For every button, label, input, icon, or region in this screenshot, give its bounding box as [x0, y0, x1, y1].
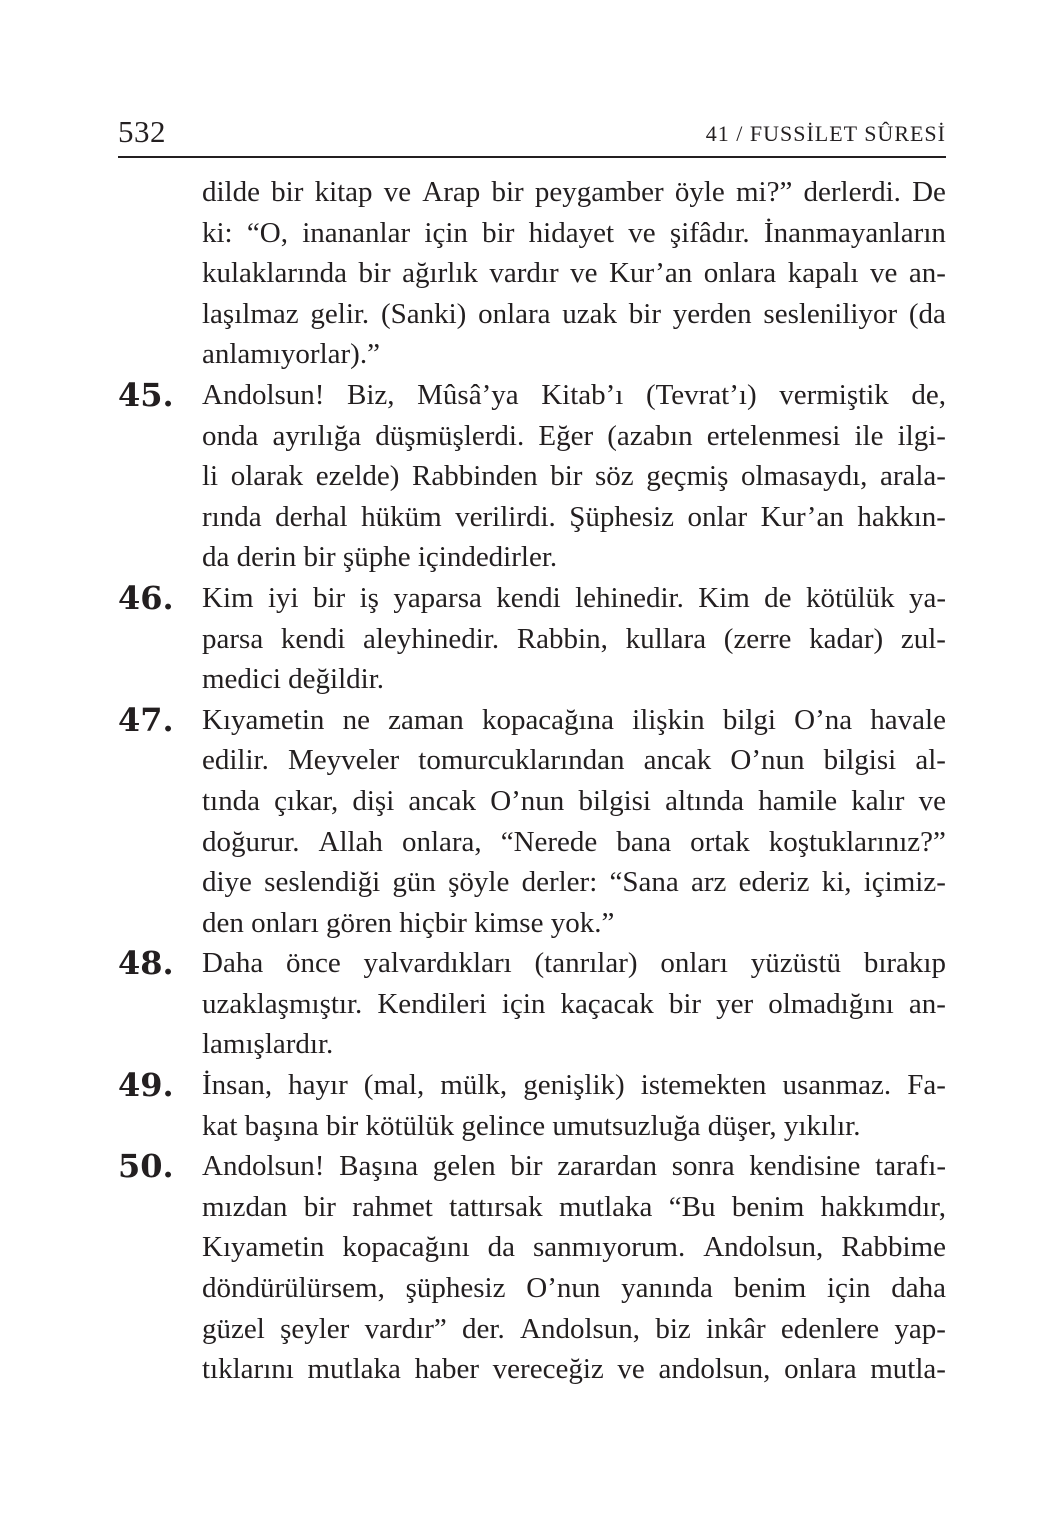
word: iyi [267, 581, 299, 614]
word: öyle [674, 176, 725, 208]
word: kaçacak [560, 987, 654, 1020]
text-line [202, 1227, 946, 1268]
word: mutlaka [307, 1353, 401, 1386]
word: sonra [671, 1150, 735, 1183]
word: ve [628, 216, 656, 249]
word: Eğer [538, 419, 594, 452]
word: Kıyametin [202, 703, 325, 736]
word: sesleniliyor [763, 297, 898, 330]
word: ve [870, 257, 898, 290]
verse-46 [118, 578, 946, 700]
word: da [487, 1231, 515, 1264]
verse-48 [118, 943, 946, 1065]
text-line [202, 700, 946, 741]
word: Andolsun! [202, 1150, 325, 1183]
word: altında [665, 784, 745, 817]
text-line [202, 619, 946, 660]
word: laşılmaz [202, 297, 299, 330]
word: dilde [202, 176, 260, 208]
word: bir [510, 1150, 543, 1183]
text-line [202, 253, 946, 294]
word: dişi [352, 784, 395, 817]
word: “Nerede [500, 825, 598, 858]
word: Andolsun, [520, 1312, 641, 1345]
word: Biz, [347, 378, 395, 411]
text-line: kat başına bir kötülük gelince umutsuzluğa düşer, yıkılır. [202, 1109, 861, 1142]
word: rında [202, 500, 262, 533]
word: parsa [202, 622, 264, 655]
word: ilgi- [897, 419, 946, 452]
word: kullara [625, 622, 707, 655]
word: O’nun [526, 1272, 601, 1305]
word: inananlar [302, 216, 411, 249]
word: Mûsâ’ya [417, 378, 519, 411]
verse-number: 47. [118, 700, 174, 739]
word: hamile [758, 784, 838, 817]
word: ayrılığa [272, 419, 362, 452]
word: bir [628, 297, 661, 330]
word: önce [285, 947, 341, 980]
word: ve [617, 1353, 645, 1386]
text-line [202, 1146, 946, 1187]
word: kopacağını [342, 1231, 470, 1264]
word: derhal [275, 500, 348, 533]
word: bir [312, 581, 346, 614]
page-header [118, 112, 946, 158]
text-line [202, 740, 946, 781]
word: İnsan, [202, 1069, 273, 1102]
word: bir [550, 460, 583, 493]
verse-number: 48. [118, 944, 174, 983]
word: kadar) [809, 622, 884, 655]
word: Fa- [907, 1069, 946, 1102]
word: tında [202, 784, 260, 817]
word: Andolsun! [202, 378, 325, 411]
word: uzaklaşmıştır. [202, 987, 363, 1020]
word: verilirdi. [455, 500, 556, 533]
text-line [202, 1065, 946, 1106]
word: ancak [643, 744, 712, 777]
word: ortak [690, 825, 750, 858]
word: onlara [478, 297, 551, 330]
word: edilir. [202, 744, 269, 777]
word: ile [854, 419, 884, 452]
word: (Tevrat’ı) [645, 378, 757, 411]
word: vermiştik [779, 378, 889, 411]
word: (Sanki) [380, 297, 467, 330]
word: zul- [900, 622, 946, 655]
word: kulaklarında [202, 257, 347, 290]
word: Kendileri [377, 987, 487, 1020]
word: Andolsun, [703, 1231, 824, 1264]
word: (tanrılar) [534, 947, 638, 980]
word: mi?” [735, 176, 793, 208]
word: gelir. [310, 297, 370, 330]
word: kendi [280, 622, 346, 655]
word: hidayet [528, 216, 614, 249]
word: de, [911, 378, 946, 411]
word: “O, [246, 216, 288, 249]
text-line [202, 781, 946, 822]
word: yap- [894, 1312, 946, 1345]
word: onda [202, 419, 259, 452]
word: yanında [621, 1272, 713, 1305]
text-line: den onları gören hiçbir kimse yok.” [202, 906, 615, 939]
word: de [764, 581, 792, 614]
word: tomurcuklarından [418, 744, 625, 777]
text-line [202, 822, 946, 863]
word: onlara [703, 257, 777, 290]
word: rahmet [352, 1190, 433, 1223]
word: ilişkin [632, 703, 705, 736]
word: ne [342, 703, 370, 736]
word: De [912, 176, 946, 208]
text-line [202, 984, 946, 1025]
word: an- [908, 987, 946, 1020]
text-line [202, 943, 946, 984]
word: olmadığını [768, 987, 894, 1020]
word: kötülük [805, 581, 895, 614]
word: Daha [202, 947, 264, 980]
word: ki: [202, 216, 233, 249]
text-line [202, 1187, 946, 1228]
word: söz [594, 460, 634, 493]
word: geçmiş [646, 460, 729, 493]
word: yaparsa [393, 581, 482, 614]
word: bana [616, 825, 672, 858]
word: uzak [562, 297, 618, 330]
word: Allah [318, 825, 383, 858]
word: istemekten [640, 1069, 767, 1102]
word: kendisine [749, 1150, 861, 1183]
word: al- [915, 744, 946, 777]
text-line [202, 578, 946, 619]
word: ki, [821, 866, 852, 899]
word: döndürülürsem, [202, 1272, 385, 1305]
word: daha [891, 1272, 946, 1305]
word: zaman [388, 703, 464, 736]
word: onları [660, 947, 728, 980]
word: onlara [784, 1353, 857, 1386]
word: şöyle [448, 866, 510, 899]
word: koştuklarınız?” [768, 825, 946, 858]
word: şüphesiz [405, 1272, 506, 1305]
word: vereceğiz [492, 1353, 604, 1386]
word: bilgi [722, 703, 776, 736]
word: düşmüşlerdi. [375, 419, 525, 452]
word: onlara, [401, 825, 482, 858]
word: kalır [851, 784, 905, 817]
word: kitap [314, 176, 373, 208]
word: edenlere [780, 1312, 880, 1345]
verse-number: 46. [118, 578, 174, 617]
word: inkâr [706, 1312, 766, 1345]
word: bir [271, 176, 304, 208]
text-line [202, 456, 946, 497]
word: İnanmayanların [763, 216, 946, 249]
word: mülk, [440, 1069, 508, 1102]
word: tarafı- [875, 1150, 946, 1183]
word: Kim [202, 581, 254, 614]
text-line [202, 416, 946, 457]
word: Kur’an [609, 257, 693, 290]
word: hakkımdır, [820, 1190, 946, 1223]
word: doğurur. [202, 825, 300, 858]
word: diye [202, 866, 252, 899]
word: bir [482, 216, 515, 249]
word: bir [491, 176, 524, 208]
word: için [501, 987, 546, 1020]
text-line: da derin bir şüphe içindedirler. [202, 541, 558, 574]
word: Arap [422, 176, 481, 208]
text-line: anlamıyorlar).” [202, 338, 380, 371]
word: şifâdır. [669, 216, 750, 249]
word: hayır [288, 1069, 348, 1102]
word: arz [690, 866, 727, 899]
word: haber [414, 1353, 479, 1386]
text-line [202, 1309, 946, 1350]
word: içimiz- [863, 866, 946, 899]
word: yer [716, 987, 754, 1020]
text-line [202, 862, 946, 903]
word: Kur’an [760, 500, 844, 533]
word: bilgisi [578, 784, 651, 817]
word: ezelde) [315, 460, 400, 493]
text-line: medici değildir. [202, 663, 385, 696]
text-line [202, 375, 946, 416]
word: vardır [489, 257, 559, 290]
word: sanmıyorum. [532, 1231, 686, 1264]
word: tattırsak [449, 1190, 543, 1223]
word: lehinedir. [575, 581, 684, 614]
text-line [202, 497, 946, 538]
word: (zerre [723, 622, 792, 655]
text-line [202, 1268, 946, 1309]
word: bir [303, 1190, 336, 1223]
word: yerden [672, 297, 752, 330]
word: benim [731, 1190, 805, 1223]
word: Meyveler [288, 744, 400, 777]
word: şeyler [280, 1312, 350, 1345]
word: için [826, 1272, 871, 1305]
text-line [202, 172, 946, 213]
running-title: 41 / FUSSİLET SÛRESİ [705, 121, 946, 146]
word: mutla- [870, 1353, 946, 1386]
word: an- [908, 257, 946, 290]
word: der. [462, 1312, 505, 1345]
word: peygamber [534, 176, 664, 208]
word: li [202, 460, 219, 493]
word: ve [570, 257, 598, 290]
word: güzel [202, 1312, 265, 1345]
word: ancak [408, 784, 477, 817]
verse-number: 45. [118, 375, 174, 414]
word: genişlik) [523, 1069, 625, 1102]
word: Rabbinden [411, 460, 538, 493]
verse-50 [118, 1146, 946, 1390]
word: (da [908, 297, 946, 330]
word: usanmaz. [782, 1069, 892, 1102]
word: (mal, [363, 1069, 425, 1102]
word: benim [733, 1272, 807, 1305]
word: hüküm [361, 500, 442, 533]
page-body [118, 172, 946, 1390]
word: derler: [521, 866, 598, 899]
word: kapalı [787, 257, 859, 290]
word: “Sana [609, 866, 679, 899]
verse-47 [118, 700, 946, 944]
word: bir [668, 987, 702, 1020]
word: mızdan [202, 1190, 288, 1223]
word: yüzüstü [750, 947, 842, 980]
word: Kıyametin [202, 1231, 325, 1264]
word: (azabın [607, 419, 693, 452]
word: Kim [698, 581, 750, 614]
verse-number: 50. [118, 1147, 174, 1186]
word: zarardan [557, 1150, 658, 1183]
word: yalvardıkları [363, 947, 512, 980]
word: kopacağına [481, 703, 614, 736]
word: Rabbime [841, 1231, 946, 1264]
word: aleyhinedir. [363, 622, 500, 655]
word: derlerdi. [803, 176, 901, 208]
word: çıkar, [274, 784, 339, 817]
verse-45 [118, 375, 946, 578]
text-line [202, 213, 946, 254]
word: O’nun [490, 784, 565, 817]
word: ve [918, 784, 946, 817]
verse-49 [118, 1065, 946, 1146]
word: Başına [339, 1150, 419, 1183]
word: Rabbin, [516, 622, 608, 655]
word: bir [358, 257, 391, 290]
word: biz [655, 1312, 691, 1345]
word: andolsun, [658, 1353, 771, 1386]
word: bilgisi [823, 744, 897, 777]
page-number: 532 [118, 114, 166, 149]
word: vardır” [364, 1312, 447, 1345]
word: ertelenmesi [706, 419, 841, 452]
word: onlar [687, 500, 748, 533]
word: olarak [230, 460, 304, 493]
word: olmasaydı, [740, 460, 868, 493]
word: “Bu [668, 1190, 716, 1223]
word: seslendiği [264, 866, 381, 899]
word: Kitab’ı [541, 378, 624, 411]
word: bırakıp [863, 947, 946, 980]
word: mutlaka [558, 1190, 653, 1223]
word: iş [359, 581, 379, 614]
text-line: lamışlardır. [202, 1028, 334, 1061]
word: kendi [496, 581, 561, 614]
word: arala- [879, 460, 946, 493]
word: Şüphesiz [569, 500, 675, 533]
word: O’na [794, 703, 853, 736]
word: ve [383, 176, 412, 208]
intro-paragraph [118, 172, 946, 375]
word: hakkın- [857, 500, 946, 533]
text-line [202, 294, 946, 335]
word: ağırlık [402, 257, 478, 290]
word: gelen [432, 1150, 496, 1183]
word: O’nun [730, 744, 805, 777]
text-line [202, 1349, 946, 1390]
word: havale [870, 703, 946, 736]
word: gün [392, 866, 436, 899]
word: ederiz [738, 866, 810, 899]
word: ya- [908, 581, 946, 614]
word: tıklarını [202, 1353, 294, 1386]
word: için [424, 216, 468, 249]
verse-number: 49. [118, 1066, 174, 1105]
